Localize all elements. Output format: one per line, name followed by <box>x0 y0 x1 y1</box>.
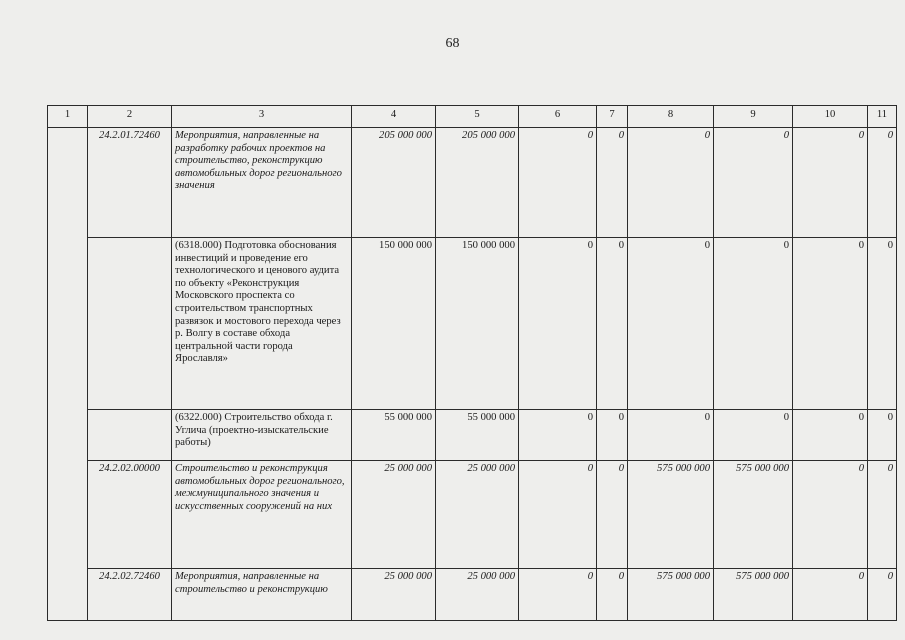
table-row <box>48 128 897 238</box>
column-number-header-row <box>48 106 897 128</box>
value-col-11: 0 <box>868 461 897 569</box>
classification-code-cell: 24.2.02.72460 <box>88 569 172 621</box>
table-row <box>48 238 897 410</box>
value-col-10: 0 <box>793 128 868 238</box>
value-col-6: 0 <box>519 238 597 410</box>
page-number: 68 <box>445 36 460 51</box>
value-col-5: 150 000 000 <box>436 238 519 410</box>
column-header: 3 <box>172 106 352 128</box>
column-header: 11 <box>868 106 897 128</box>
value-col-5: 55 000 000 <box>436 410 519 461</box>
value-col-11: 0 <box>868 569 897 621</box>
value-col-10: 0 <box>793 569 868 621</box>
column-1-cell <box>48 128 88 621</box>
value-col-4: 150 000 000 <box>352 238 436 410</box>
column-header: 6 <box>519 106 597 128</box>
value-col-9: 575 000 000 <box>714 569 793 621</box>
value-col-7: 0 <box>597 569 628 621</box>
value-col-5: 25 000 000 <box>436 569 519 621</box>
value-col-7: 0 <box>597 128 628 238</box>
classification-code-cell: 24.2.02.00000 <box>88 461 172 569</box>
value-col-9: 0 <box>714 410 793 461</box>
value-col-8: 575 000 000 <box>628 569 714 621</box>
value-col-10: 0 <box>793 410 868 461</box>
value-col-11: 0 <box>868 238 897 410</box>
value-col-9: 0 <box>714 128 793 238</box>
value-col-6: 0 <box>519 128 597 238</box>
value-col-8: 575 000 000 <box>628 461 714 569</box>
column-header: 5 <box>436 106 519 128</box>
value-col-9: 0 <box>714 238 793 410</box>
classification-code-cell: 24.2.01.72460 <box>88 128 172 238</box>
value-col-11: 0 <box>868 410 897 461</box>
value-col-7: 0 <box>597 238 628 410</box>
column-header: 4 <box>352 106 436 128</box>
table-row <box>48 569 897 621</box>
table-row <box>48 410 897 461</box>
column-header: 7 <box>597 106 628 128</box>
value-col-5: 25 000 000 <box>436 461 519 569</box>
classification-code-cell <box>88 238 172 410</box>
value-col-4: 25 000 000 <box>352 569 436 621</box>
column-header: 10 <box>793 106 868 128</box>
value-col-5: 205 000 000 <box>436 128 519 238</box>
value-col-6: 0 <box>519 569 597 621</box>
value-col-10: 0 <box>793 238 868 410</box>
value-col-7: 0 <box>597 410 628 461</box>
value-col-6: 0 <box>519 410 597 461</box>
item-name-cell: (6322.000) Строительство обхода г. Углича (проектно-изыскательские работы) <box>172 410 352 461</box>
value-col-4: 205 000 000 <box>352 128 436 238</box>
value-col-7: 0 <box>597 461 628 569</box>
budget-table <box>47 105 897 621</box>
table-row <box>48 461 897 569</box>
column-header: 9 <box>714 106 793 128</box>
item-name-cell: (6318.000) Подготовка обоснования инвестиций и проведение его технологического и ценового аудита по объекту «Реконструкция Московского проспекта со строительством транспортных развязок и мостового перехода через р. Волгу в составе обхода центральной части города Ярославля» <box>172 238 352 410</box>
value-col-4: 55 000 000 <box>352 410 436 461</box>
value-col-8: 0 <box>628 128 714 238</box>
item-name-cell: Мероприятия, направленные на разработку рабочих проектов на строительство, реконструкцию автомобильных дорог регионального значения <box>172 128 352 238</box>
value-col-10: 0 <box>793 461 868 569</box>
column-header: 1 <box>48 106 88 128</box>
value-col-8: 0 <box>628 238 714 410</box>
value-col-9: 575 000 000 <box>714 461 793 569</box>
column-header: 8 <box>628 106 714 128</box>
value-col-8: 0 <box>628 410 714 461</box>
value-col-4: 25 000 000 <box>352 461 436 569</box>
value-col-11: 0 <box>868 128 897 238</box>
column-header: 2 <box>88 106 172 128</box>
item-name-cell: Мероприятия, направленные на строительство и реконструкцию <box>172 569 352 621</box>
item-name-cell: Строительство и реконструкция автомобильных дорог регионального, межмуниципального значения и искусственных сооружений на них <box>172 461 352 569</box>
value-col-6: 0 <box>519 461 597 569</box>
classification-code-cell <box>88 410 172 461</box>
